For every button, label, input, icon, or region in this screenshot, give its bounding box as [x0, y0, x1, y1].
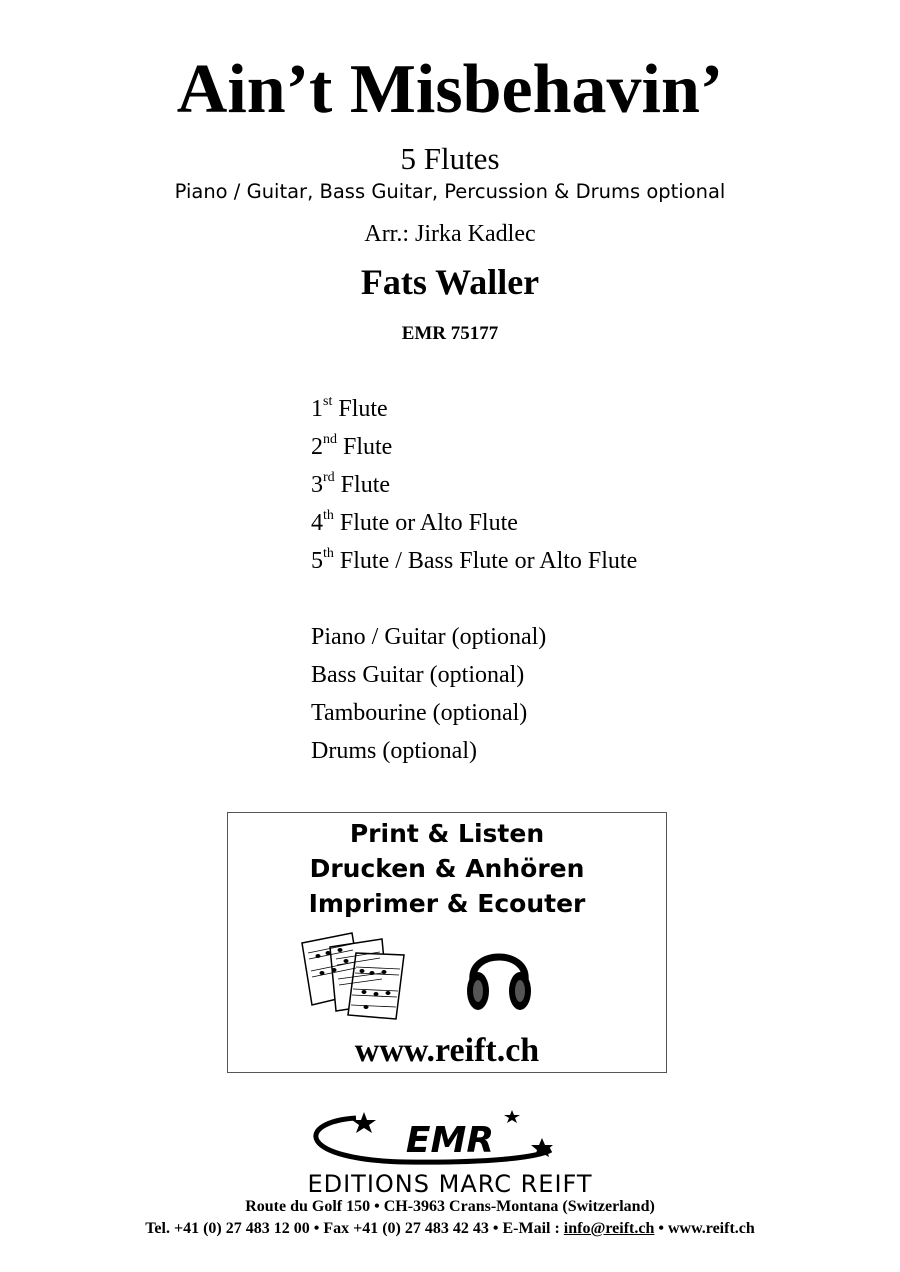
instrumentation-line: Piano / Guitar, Bass Guitar, Percussion & Drums optional: [174, 180, 726, 203]
part-name: Flute or Alto Flute: [333, 510, 518, 536]
emr-logo: [256, 1108, 644, 1198]
part-name: Flute / Bass Flute or Alto Flute: [333, 548, 638, 574]
logo-mark-text: EMR: [405, 1120, 495, 1161]
part-ordinal-suffix: nd: [323, 432, 337, 447]
part-ordinal: 5: [311, 548, 323, 574]
optional-part-item: Drums (optional): [311, 738, 477, 764]
promo-line-english: Print & Listen: [349, 819, 545, 848]
part-ordinal: 1: [311, 396, 323, 422]
part-ordinal-suffix: st: [323, 394, 333, 409]
ensemble-subtitle: 5 Flutes: [400, 141, 500, 176]
part-name: Flute: [334, 472, 391, 498]
parts-spacer: [311, 580, 637, 618]
catalog-number: EMR 75177: [401, 323, 499, 344]
optional-part-item: Piano / Guitar (optional): [311, 624, 547, 650]
headphones-icon: [463, 935, 535, 1015]
part-item: [311, 504, 637, 542]
contact-phone-fax: Tel. +41 (0) 27 483 12 00 • Fax +41 (0) 27 483 42 43 • E-Mail :: [145, 1220, 564, 1237]
publisher-name: EDITIONS MARC REIFT: [307, 1170, 593, 1198]
promo-line-french: Imprimer & Ecouter: [308, 889, 586, 918]
promo-url[interactable]: www.reift.ch: [354, 1032, 540, 1069]
part-ordinal-suffix: rd: [323, 470, 335, 485]
part-ordinal-suffix: th: [323, 546, 334, 561]
publisher-address: Route du Golf 150 • CH-3963 Crans-Montana (Switzerland): [245, 1198, 655, 1215]
promo-line-german: Drucken & Anhören: [309, 854, 585, 883]
part-item: [311, 428, 637, 466]
optional-part-item: Bass Guitar (optional): [311, 662, 525, 688]
part-name: Flute: [337, 434, 393, 460]
part-ordinal: 3: [311, 472, 323, 498]
parts-list: [311, 390, 637, 770]
publisher-contact: [0, 1218, 900, 1240]
composer-name: Fats Waller: [360, 262, 540, 302]
part-ordinal-suffix: th: [323, 508, 334, 523]
part-ordinal: 2: [311, 434, 323, 460]
sheet-music-icon: [300, 931, 412, 1021]
contact-website[interactable]: • www.reift.ch: [654, 1220, 755, 1237]
email-link[interactable]: info@reift.ch: [563, 1220, 655, 1237]
part-ordinal: 4: [311, 510, 323, 536]
part-item: [311, 390, 637, 428]
page-title: Ain’t Misbehavin’: [176, 51, 724, 128]
part-name: Flute: [332, 396, 388, 422]
optional-part-item: Tambourine (optional): [311, 700, 528, 726]
part-item: [311, 466, 637, 504]
print-listen-box: [227, 812, 667, 1073]
part-item: [311, 542, 637, 580]
arranger-credit: Arr.: Jirka Kadlec: [364, 221, 536, 247]
